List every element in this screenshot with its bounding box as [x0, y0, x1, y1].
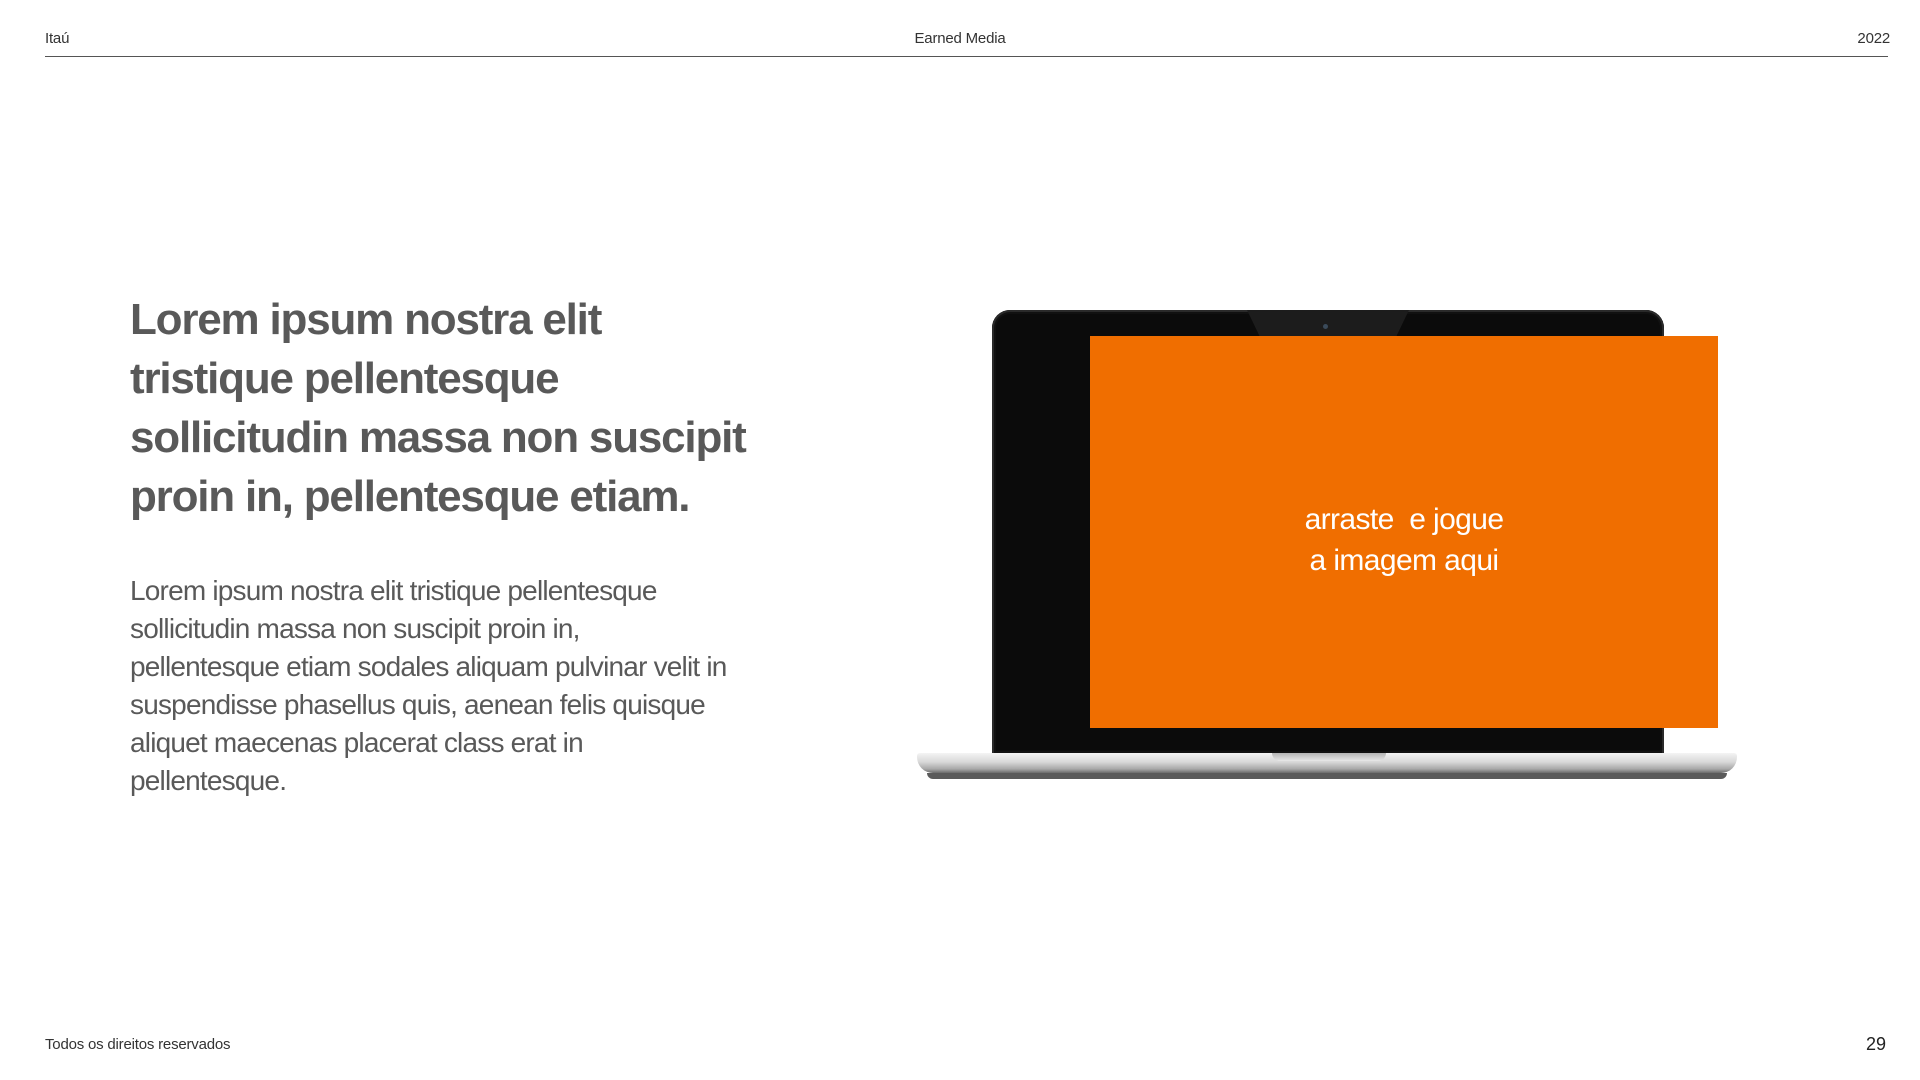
camera-icon	[1323, 324, 1328, 329]
laptop-hinge	[1272, 753, 1386, 761]
laptop-notch	[1247, 310, 1409, 337]
slide-body-text: Lorem ipsum nostra elit tristique pellentesque sollicitudin massa non suscipit proin in, pellentesque etiam sodales aliquam pulvinar velit in suspendisse phasellus quis, aenean felis quisque aliquet maecenas placerat class erat in pellentesque.	[130, 575, 727, 796]
header-year: 2022	[1857, 30, 1890, 47]
laptop-lid	[992, 310, 1664, 755]
footer-rights-notice: Todos os direitos reservados	[45, 1036, 231, 1053]
drop-zone-caption-line2: a imagem aqui	[1309, 544, 1499, 577]
header-brand: Itaú	[45, 30, 70, 47]
laptop-base-shadow	[927, 773, 1727, 779]
image-drop-zone[interactable]	[1090, 336, 1718, 728]
slide-headline: Lorem ipsum nostra elit tristique pellentesque sollicitudin massa non suscipit proin in, pellentesque etiam.	[130, 295, 746, 521]
drop-zone-caption	[1305, 499, 1504, 581]
header-section-title: Earned Media	[914, 30, 1006, 47]
page-number: 29	[1865, 1034, 1886, 1054]
laptop-mockup	[917, 310, 1737, 780]
header-divider	[45, 56, 1888, 57]
drop-zone-caption-line1: arraste e jogue	[1304, 503, 1504, 536]
